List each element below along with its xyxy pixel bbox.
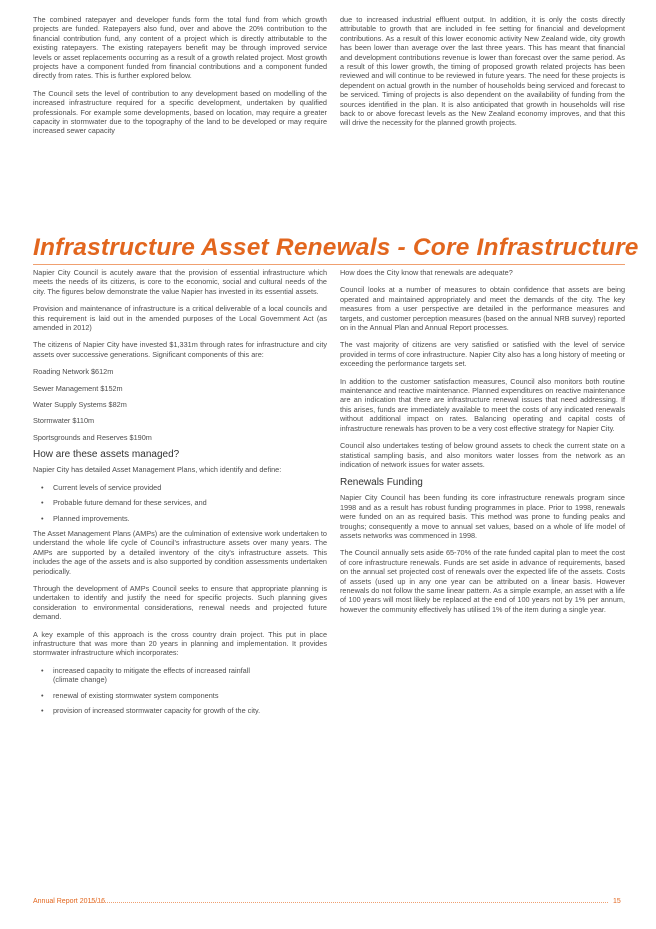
- paragraph: Napier City Council has been funding its core infrastructure renewals program since 1998 and as a result has robust funding programmes in place. Prior to 1998, renewals were funded on an as required basis. This method was prone to funding peaks and troughs; consequently a move to annual set values, based on a whole of life model of assets networks was commenced in 1998.: [340, 493, 625, 540]
- paragraph: Napier City Council is acutely aware that the provision of essential infrastructure which meets the needs of its citizens, is core to the economic, social and cultural needs of the city. The figures below demonstrate the value Napier has invested in its essential assets.: [33, 268, 327, 296]
- list-item: • Probable future demand for these services, and: [53, 498, 327, 507]
- paragraph: Council also undertakes testing of below ground assets to check the current state on a statistical sampling basis, and also monitors water losses from the network as an indication of network issues for water assets.: [340, 441, 625, 469]
- asset-value-line: Water Supply Systems $82m: [33, 400, 127, 410]
- paragraph: The Council annually sets aside 65-70% of the rate funded capital plan to meet the cost of core infrastructure renewals. Funds are set aside in advance of requirements, based on the annual set projected cost of renewals over the expected life of the assets. Costs of assets (used up in any one year can be attributed on a linear basis. However renewals do not follow the same linear pattern. As a simple example, an asset with a life of 100 years will most likely be replaced at the end of 100 years not by 1% per annum, however the community effectively has utilised 1% of the item during a single year.: [340, 548, 625, 614]
- list-item: • Planned improvements.: [53, 514, 327, 523]
- paragraph: Napier City has detailed Asset Management Plans, which identify and define:: [33, 465, 282, 475]
- section-title: Infrastructure Asset Renewals - Core Infrastructure: [33, 234, 639, 261]
- asset-value-line: Stormwater $110m: [33, 416, 95, 426]
- top-left-column: [33, 15, 327, 144]
- managed-list: [33, 483, 327, 523]
- heading-renewals-funding: Renewals Funding: [340, 477, 423, 489]
- paragraph: due to increased industrial effluent output. In addition, it is only the costs directly attributable to growth that are included in fee setting for financial and development contributions. As a result of this lower economic activity New Zealand wide, city growth has been lower than average over the last three years. This has meant that financial and development contributions revenue is lower than forecast over the same period. As a result of this lower growth, the timing of proposed growth related projects has been reviewed and will continue to be reviewed in future years. The need for these projects is dependent on actual growth in the number of households being serviced and forecast to be serviced. Timing of projects is also dependent on the availability of funding from the sources identified in the plan. It is also anticipated that growth in households will rise back to or above forecast levels as the New Zealand economy improves, and that this will drive the necessity for the planned growth projects.: [340, 15, 625, 128]
- footer-report-title: Annual Report 2015/16: [33, 898, 105, 905]
- asset-value-line: Sportsgrounds and Reserves $190m: [33, 432, 152, 442]
- drain-list: [33, 666, 327, 716]
- paragraph: A key example of this approach is the cross country drain project. This put in place infrastructure that was more than 20 years in planning and implementation. It provides stormwater infrastructure which incorporates:: [33, 629, 327, 658]
- paragraph: Through the development of AMPs Council seeks to ensure that appropriate planning is undertaken to identify and justify the need for specific projects. Such planning gives consideration to environmental considerations, renewal needs and projected future demand.: [33, 583, 327, 622]
- paragraph: Council looks at a number of measures to obtain confidence that assets are being operated and maintained appropriately and meet the demands of the city. The key measures from a user perspective are detailed in the performance measures and targets, and customer perception measures (based on the annual NRB survey) reported on in the Annual Plan and Annual Report processes.: [340, 285, 625, 333]
- asset-value-line: Roading Network $612m: [33, 367, 114, 377]
- list-item: • provision of increased stormwater capacity for growth of the city.: [53, 706, 327, 715]
- asset-value-line: Sewer Management $152m: [33, 383, 123, 393]
- paragraph: The vast majority of citizens are very satisfied or satisfied with the level of service provided in terms of core infrastructure. Napier City also has a long history of meeting or exceeding the performance targets set.: [340, 340, 625, 369]
- paragraph: The Asset Management Plans (AMPs) are the culmination of extensive work undertaken to understand the whole life cycle of Council's infrastructure assets over many years. The AMPs are supported by a detailed inventory of the city's infrastructure assets. This includes the age of the assets and is also supported by condition assessments undertaken periodically.: [33, 528, 327, 576]
- paragraph: The citizens of Napier City have invested $1,331m through rates for infrastructure and city assets over successive generations. Significant components of this are:: [33, 340, 327, 359]
- top-right-column: [340, 15, 625, 136]
- page-number: 15: [613, 898, 621, 905]
- list-item: • Current levels of service provided: [53, 483, 327, 492]
- right-column: [340, 268, 625, 622]
- paragraph: How does the City know that renewals are adequate?: [340, 268, 513, 277]
- paragraph: The Council sets the level of contribution to any development based on modelling of the increased infrastructure required for a specific development, undertaken by qualified professionals. For example some developments, based on location, may require a greater capacity in stormwater due to the topography of the land to be developed or may require increased sewer capacity: [33, 88, 327, 136]
- paragraph: The combined ratepayer and developer funds form the total fund from which growth projects are funded. Ratepayers also fund, over and above the 20% contribution to the financial contribution fund, any content of a project which is directly attributable to the existing ratepayers. The existing ratepayers benefit may be through improved service levels or asset replacements occurring as a result of a growth related project. Most growth projects have a component funded from financial contributions and a component funded directly from rates. This is further explored below.: [33, 15, 327, 81]
- paragraph: Provision and maintenance of infrastructure is a critical deliverable of a local councils and this requirement is laid out in the amended purposes of the Local Government Act (as amended in 2012): [33, 304, 327, 333]
- list-item: • renewal of existing stormwater system components: [53, 691, 327, 700]
- section-divider: [33, 264, 625, 265]
- paragraph: In addition to the customer satisfaction measures, Council also monitors both routine maintenance and reactive maintenance. Planned expenditures on reactive maintenance are an indication that there are infrastructure renewal issues that need addressing. If this arises, funds are immediately available to meet the costs of any indicated renewals without additional impact on rates. Balancing operating and capital costs of infrastructure renewals has proven to be a very cost effective strategy for Napier City.: [340, 376, 625, 433]
- list-item: • increased capacity to mitigate the effects of increased rainfall (climate change): [53, 666, 327, 685]
- left-column: [33, 268, 327, 721]
- footer-divider: [90, 902, 608, 903]
- heading-assets-managed: How are these assets managed?: [33, 449, 180, 461]
